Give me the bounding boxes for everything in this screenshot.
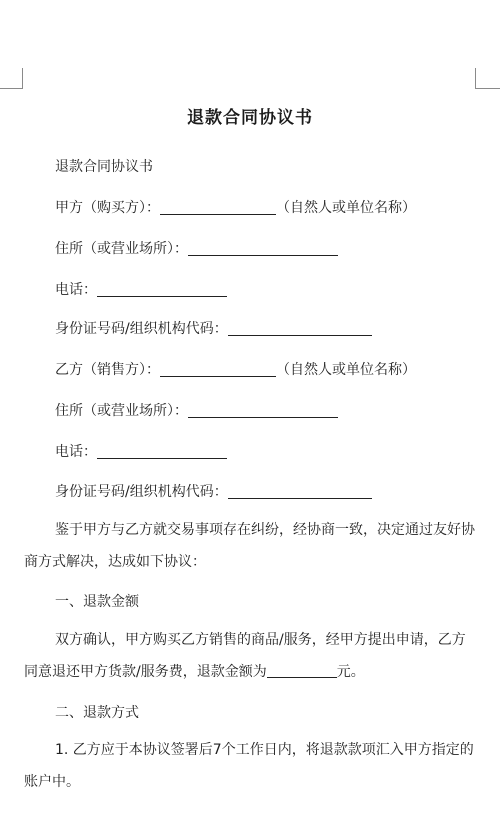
party-a-id-label: 身份证号码/组织机构代码： bbox=[55, 321, 228, 337]
page-corner-mark-right bbox=[475, 68, 476, 89]
document-title: 退款合同协议书 bbox=[187, 108, 313, 128]
party-b-note: （自然人或单位名称） bbox=[276, 362, 416, 378]
party-a-address-line bbox=[55, 238, 338, 258]
party-a-address-label: 住所（或营业场所）： bbox=[55, 241, 188, 257]
party-b-id-blank[interactable] bbox=[228, 484, 372, 499]
party-a-note: （自然人或单位名称） bbox=[276, 200, 416, 216]
party-a-address-blank[interactable] bbox=[188, 241, 338, 256]
party-b-name-line bbox=[55, 359, 416, 379]
party-a-label: 甲方（购买方）： bbox=[55, 200, 160, 216]
party-b-label: 乙方（销售方）： bbox=[55, 362, 160, 378]
party-b-id-label: 身份证号码/组织机构代码： bbox=[55, 484, 228, 500]
document-subtitle: 退款合同协议书 bbox=[55, 159, 153, 175]
party-b-address-line bbox=[55, 400, 338, 420]
party-a-phone-blank[interactable] bbox=[97, 282, 227, 297]
party-a-phone-line bbox=[55, 279, 227, 299]
refund-amount-blank[interactable] bbox=[267, 663, 337, 678]
intro-paragraph: 鉴于甲方与乙方就交易事项存在纠纷，经协商一致，决定通过友好协商方式解决，达成如下协议： bbox=[24, 522, 475, 570]
section1-text-after: 元。 bbox=[336, 664, 365, 680]
page-corner-mark-left bbox=[22, 68, 23, 89]
party-a-name-blank[interactable] bbox=[160, 200, 276, 215]
party-b-address-blank[interactable] bbox=[188, 403, 338, 418]
party-b-phone-line bbox=[55, 441, 227, 461]
section1-heading: 一、退款金额 bbox=[55, 594, 139, 610]
section2-item1: 1. 乙方应于本协议签署后7个工作日内，将退款款项汇入甲方指定的账户中。 bbox=[24, 742, 474, 790]
section1-paragraph bbox=[24, 624, 476, 688]
page-corner-mark-right-h bbox=[475, 88, 500, 89]
page-corner-mark-left-h bbox=[0, 88, 23, 89]
party-a-name-line bbox=[55, 197, 416, 217]
party-a-id-blank[interactable] bbox=[228, 321, 372, 336]
section1-text-before: 双方确认，甲方购买乙方销售的商品/服务，经甲方提出申请，乙方同意退还甲方货款/服务费，退款金额为 bbox=[24, 632, 466, 680]
party-a-id-line bbox=[55, 318, 372, 338]
party-b-phone-blank[interactable] bbox=[97, 444, 227, 459]
party-b-address-label: 住所（或营业场所）： bbox=[55, 403, 188, 419]
party-b-name-blank[interactable] bbox=[160, 362, 276, 377]
party-b-phone-label: 电话： bbox=[55, 444, 97, 460]
party-b-id-line bbox=[55, 481, 372, 501]
section2-heading: 二、退款方式 bbox=[55, 705, 139, 721]
party-a-phone-label: 电话： bbox=[55, 282, 97, 298]
